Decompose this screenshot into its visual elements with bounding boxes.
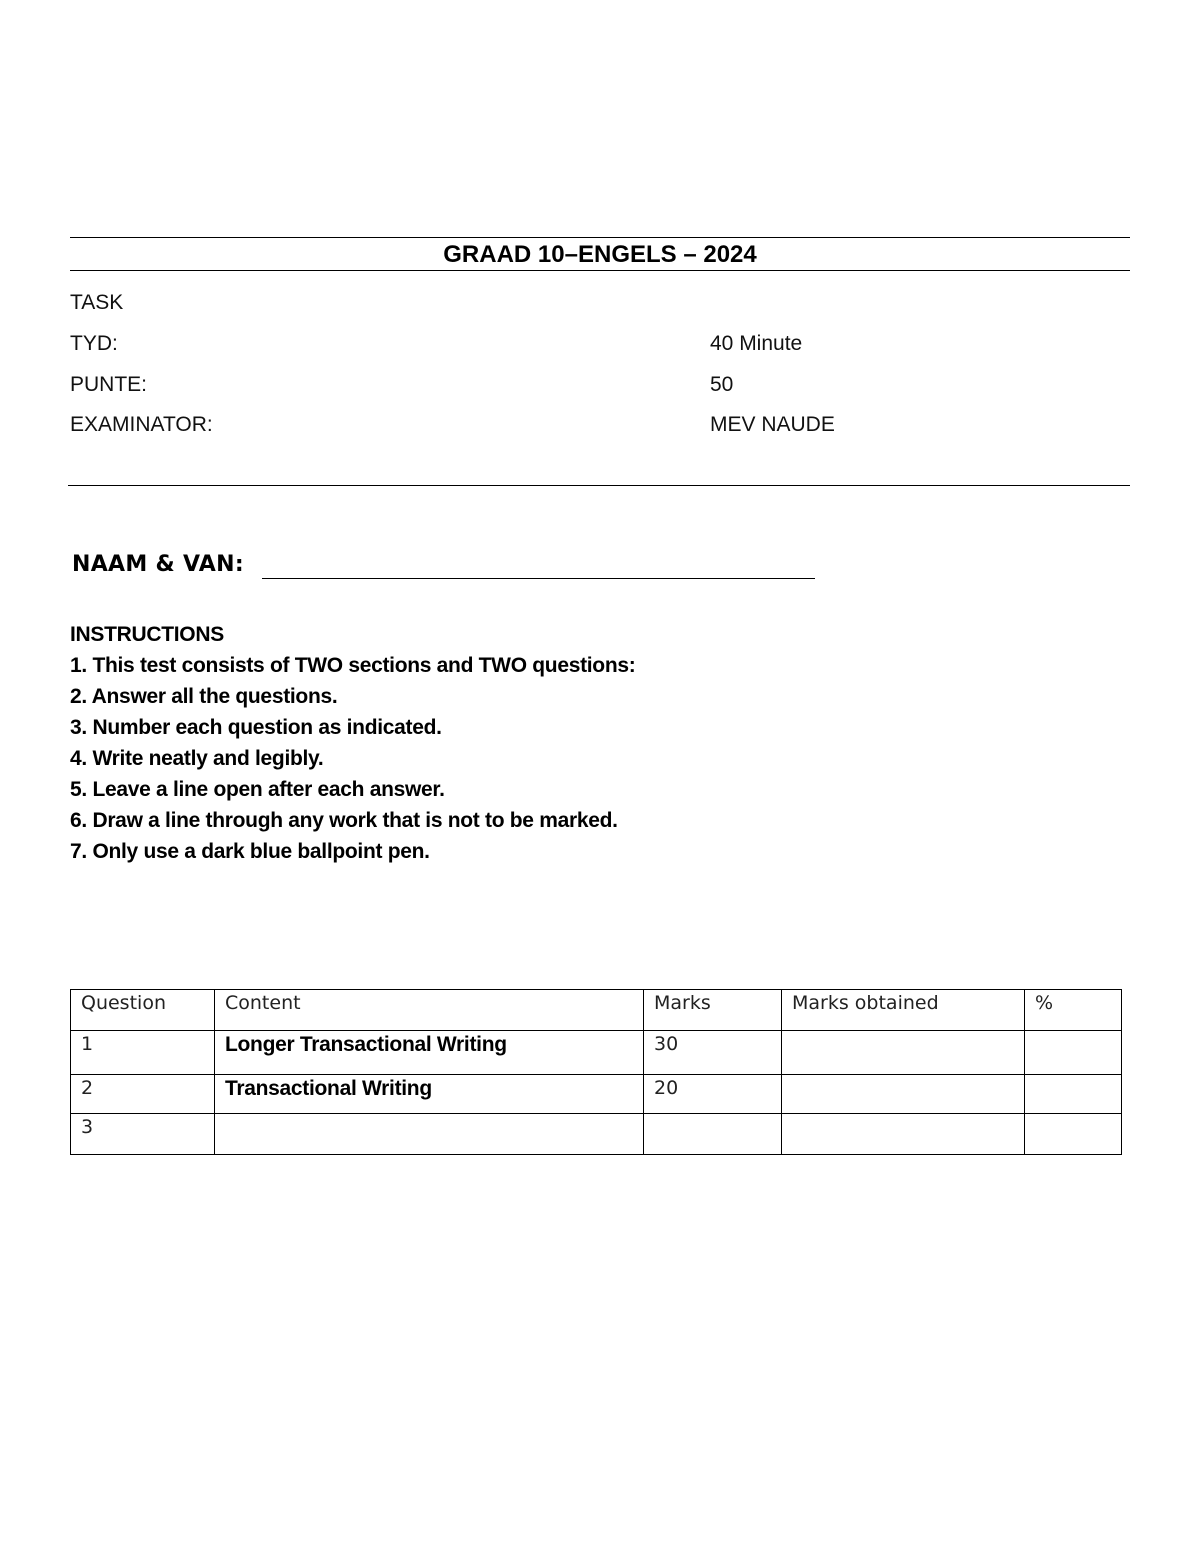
cell-marks-obtained[interactable] [782, 1114, 1025, 1155]
header-marks: Marks [644, 990, 782, 1031]
table-row [71, 1114, 1122, 1155]
marks-table [70, 989, 1122, 1155]
examiner-value: MEV NAUDE [710, 413, 835, 436]
cell-content: Transactional Writing [215, 1075, 644, 1114]
cell-marks-obtained[interactable] [782, 1075, 1025, 1114]
time-value: 40 Minute [710, 332, 803, 355]
instruction-item: 5. Leave a line open after each answer. [70, 778, 445, 801]
table-header-row [71, 990, 1122, 1031]
cell-marks[interactable] [644, 1114, 782, 1155]
cell-question: 3 [71, 1114, 215, 1155]
instruction-item: 3. Number each question as indicated. [70, 716, 442, 739]
cell-question: 2 [71, 1075, 215, 1114]
instruction-item: 7. Only use a dark blue ballpoint pen. [70, 840, 430, 863]
task-label: TASK [70, 291, 124, 314]
marks-label: PUNTE: [70, 373, 148, 396]
name-label: NAAM & VAN: [72, 552, 244, 577]
header-marks-obtained: Marks obtained [782, 990, 1025, 1031]
title-rule [70, 270, 1130, 271]
header-content: Content [215, 990, 644, 1031]
instructions [70, 619, 635, 867]
examiner-label: EXAMINATOR: [70, 413, 213, 436]
instructions-heading: INSTRUCTIONS [70, 623, 224, 646]
cell-question: 1 [71, 1031, 215, 1075]
header-percent: % [1025, 990, 1122, 1031]
instruction-item: 1. This test consists of TWO sections and TWO questions: [70, 654, 636, 677]
table-row [71, 1031, 1122, 1075]
instruction-item: 2. Answer all the questions. [70, 685, 338, 708]
header-question: Question [71, 990, 215, 1031]
cell-percent[interactable] [1025, 1075, 1122, 1114]
top-rule [70, 237, 1130, 238]
table-row [71, 1075, 1122, 1114]
time-label: TYD: [70, 332, 118, 355]
instruction-item: 4. Write neatly and legibly. [70, 747, 324, 770]
name-input-line[interactable] [262, 578, 815, 579]
page-title: GRAAD 10–ENGELS – 2024 [443, 241, 757, 268]
cell-percent[interactable] [1025, 1031, 1122, 1075]
cell-content: Longer Transactional Writing [215, 1031, 644, 1075]
cell-content[interactable] [215, 1114, 644, 1155]
cell-marks: 20 [644, 1075, 782, 1114]
cell-marks-obtained[interactable] [782, 1031, 1025, 1075]
instruction-item: 6. Draw a line through any work that is not to be marked. [70, 809, 618, 832]
cell-percent[interactable] [1025, 1114, 1122, 1155]
marks-value: 50 [710, 373, 734, 396]
cell-marks: 30 [644, 1031, 782, 1075]
info-bottom-rule [68, 485, 1130, 486]
